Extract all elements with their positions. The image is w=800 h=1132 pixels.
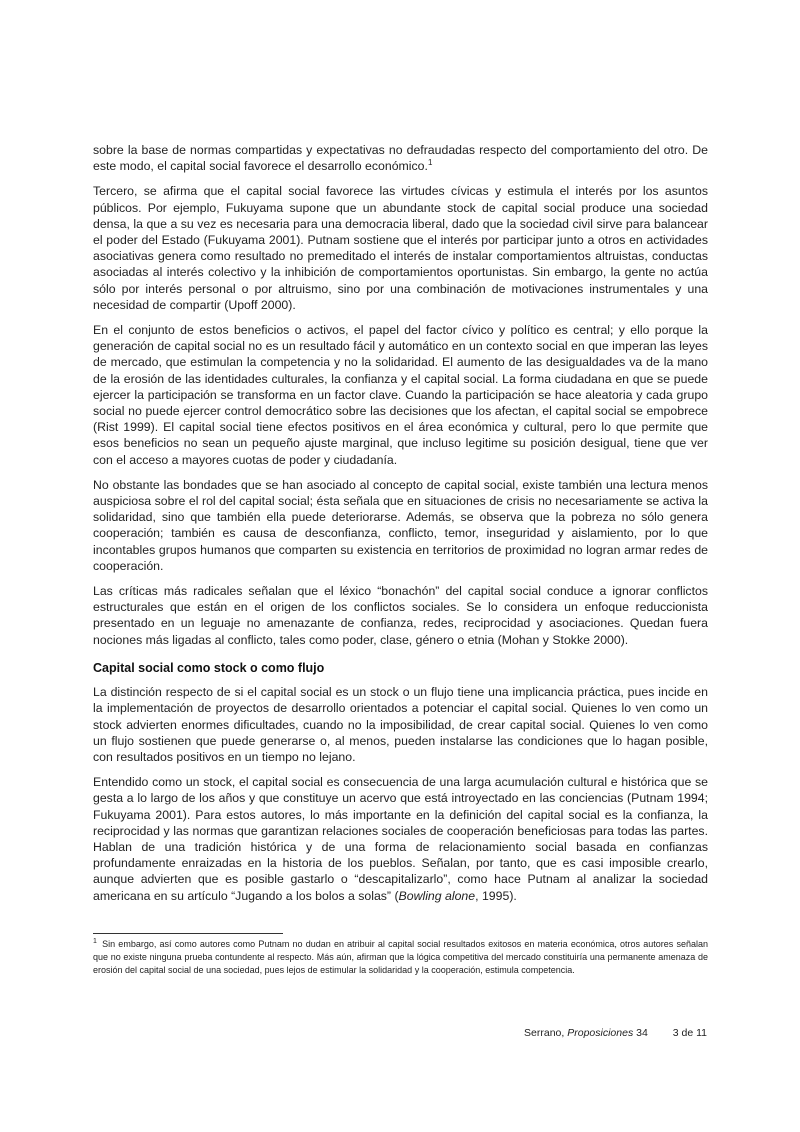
- footnote-text: Sin embargo, así como autores como Putnam no dudan en atribuir al capital social resultados exitosos en materia económica, otros autores señalan que no existe ninguna prueba contundente al respecto. Más aún, afirman que la lógica competitiva del mercado constituiría una permanente amenaza de erosión del capital social de una sociedad, pues lejos de estimular la solidaridad y la cooperación, estimula competencia.: [93, 939, 708, 975]
- page-number: 3 de 11: [672, 1027, 707, 1039]
- paragraph-5: La distinción respecto de si el capital social es un stock o un flujo tiene una implicancia práctica, pues incide en la implementación de proyectos de desarrollo orientados a potenciar el capital social. Quienes lo ven como un stock advierten enormes dificultades, cuando no la imposibilidad, de crear capital social. Quienes lo ven como un flujo sostienen que puede generarse o, al menos, pueden instalarse las condiciones que lo hagan posible, con resultados positivos en un tiempo no lejano.: [93, 685, 708, 764]
- paragraph-6: Entendido como un stock, el capital social es consecuencia de una larga acumulación cultural e histórica que se gesta a lo largo de los años y que constituye un acervo que está introyectado en las conciencias (Putnam 1994; Fukuyama 2001). Para estos autores, lo más importante en la definición del capital social es la confianza, la reciprocidad y las normas que garantizan relaciones sociales de cooperación beneficiosas para todas las partes. Hablan de una tradición histórica y de una forma de relacionamiento social basada en confianzas profundamente enraizadas en la historia de los pueblos. Señalan, por tanto, que es casi imposible crearlo, aunque advierten que es posible gastarlo o “descapitalizarlo”, como hace Putnam al analizar la sociedad americana en su artículo “Jugando a los bolos a solas” (Bowling alone, 1995).: [93, 775, 708, 903]
- footnote: [93, 938, 708, 976]
- paragraph-0: sobre la base de normas compartidas y expectativas no defraudadas respecto del comportamiento del otro. De este modo, el capital social favorece el desarrollo económico.$^1$: [93, 143, 708, 174]
- paragraph-2: En el conjunto de estos beneficios o activos, el papel del factor cívico y político es central; y ello porque la generación de capital social no es un resultado fácil y automático en un contexto social en que imperan las leyes de mercado, que estimulan la competencia y no la solidaridad. El aumento de las desigualdades va de la mano de la erosión de las identidades culturales, la confianza y el capital social. La forma ciudadana en que se puede ejercer la participación se transforma en un factor clave. Cuando la participación se hace aleatoria y cada grupo social no puede ejercer control democrático sobre las decisiones que los afectan, el capital social se empobrece (Rist 1999). El capital social tiene efectos positivos en el área económica y cultural, pero lo que permite que esos beneficios no sean un pequeño ajuste marginal, que incluso legitime su posición desigual, tiene que ver con el acceso a mayores cuotas de poder y ciudadanía.: [93, 323, 708, 467]
- footer-author: Serrano,: [524, 1027, 568, 1039]
- page-footer: [524, 1027, 707, 1039]
- paragraph-4: Las críticas más radicales señalan que el léxico “bonachón” del capital social conduce a ignorar conflictos estructurales que están en el origen de los conflictos sociales. Se lo considera un enfoque reduccionista presentado en un leguaje no amenazante de confianza, redes, reciprocidad y asociaciones. Quedan fuera nociones más ligadas al conflicto, tales como poder, clase, género o etnia (Mohan y Stokke 2000).: [93, 584, 708, 647]
- paragraph-3: No obstante las bondades que se han asociado al concepto de capital social, existe también una lectura menos auspiciosa sobre el rol del capital social; ésta señala que en situaciones de crisis no necesariamente se activa la solidaridad, sino que también ella puede deteriorarse. Además, se observa que la pobreza no sólo genera cooperación; también es causa de desconfianza, conflicto, temor, inseguridad y aislamiento, por lo que incontables grupos humanos que comparten su existencia en territorios de proximidad no logran armar redes de cooperación.: [93, 477, 708, 573]
- footnote-reference[interactable]: 1: [427, 158, 433, 168]
- footer-journal: Proposiciones: [567, 1027, 634, 1039]
- body-text: [93, 142, 708, 913]
- footnote-mark: 1: [93, 938, 97, 945]
- book-title: Bowling alone: [398, 888, 476, 903]
- footer-issue: 34: [633, 1027, 648, 1039]
- paragraph-1: Tercero, se afirma que el capital social favorece las virtudes cívicas y estimula el interés por los asuntos públicos. Por ejemplo, Fukuyama supone que un abundante stock de capital social produce una sociedad densa, la que a su vez es necesaria para una democracia liberal, dado que la sociedad civil sirve para balancear el poder del Estado (Fukuyama 2001). Putnam sostiene que el interés por participar junto a otros en actividades asociativas genera como resultado no premeditado el interés de instalar comportamientos altruistas, conductas asociadas al interés colectivo y la inhibición de comportamientos oportunistas. Sin embargo, la gente no actúa sólo por interés personal o por altruismo, sino por una combinación de motivaciones instrumentales y una necesidad de compartir (Upoff 2000).: [93, 184, 708, 312]
- section-heading: Capital social como stock o como flujo: [93, 660, 325, 675]
- footnote-separator: [93, 933, 283, 934]
